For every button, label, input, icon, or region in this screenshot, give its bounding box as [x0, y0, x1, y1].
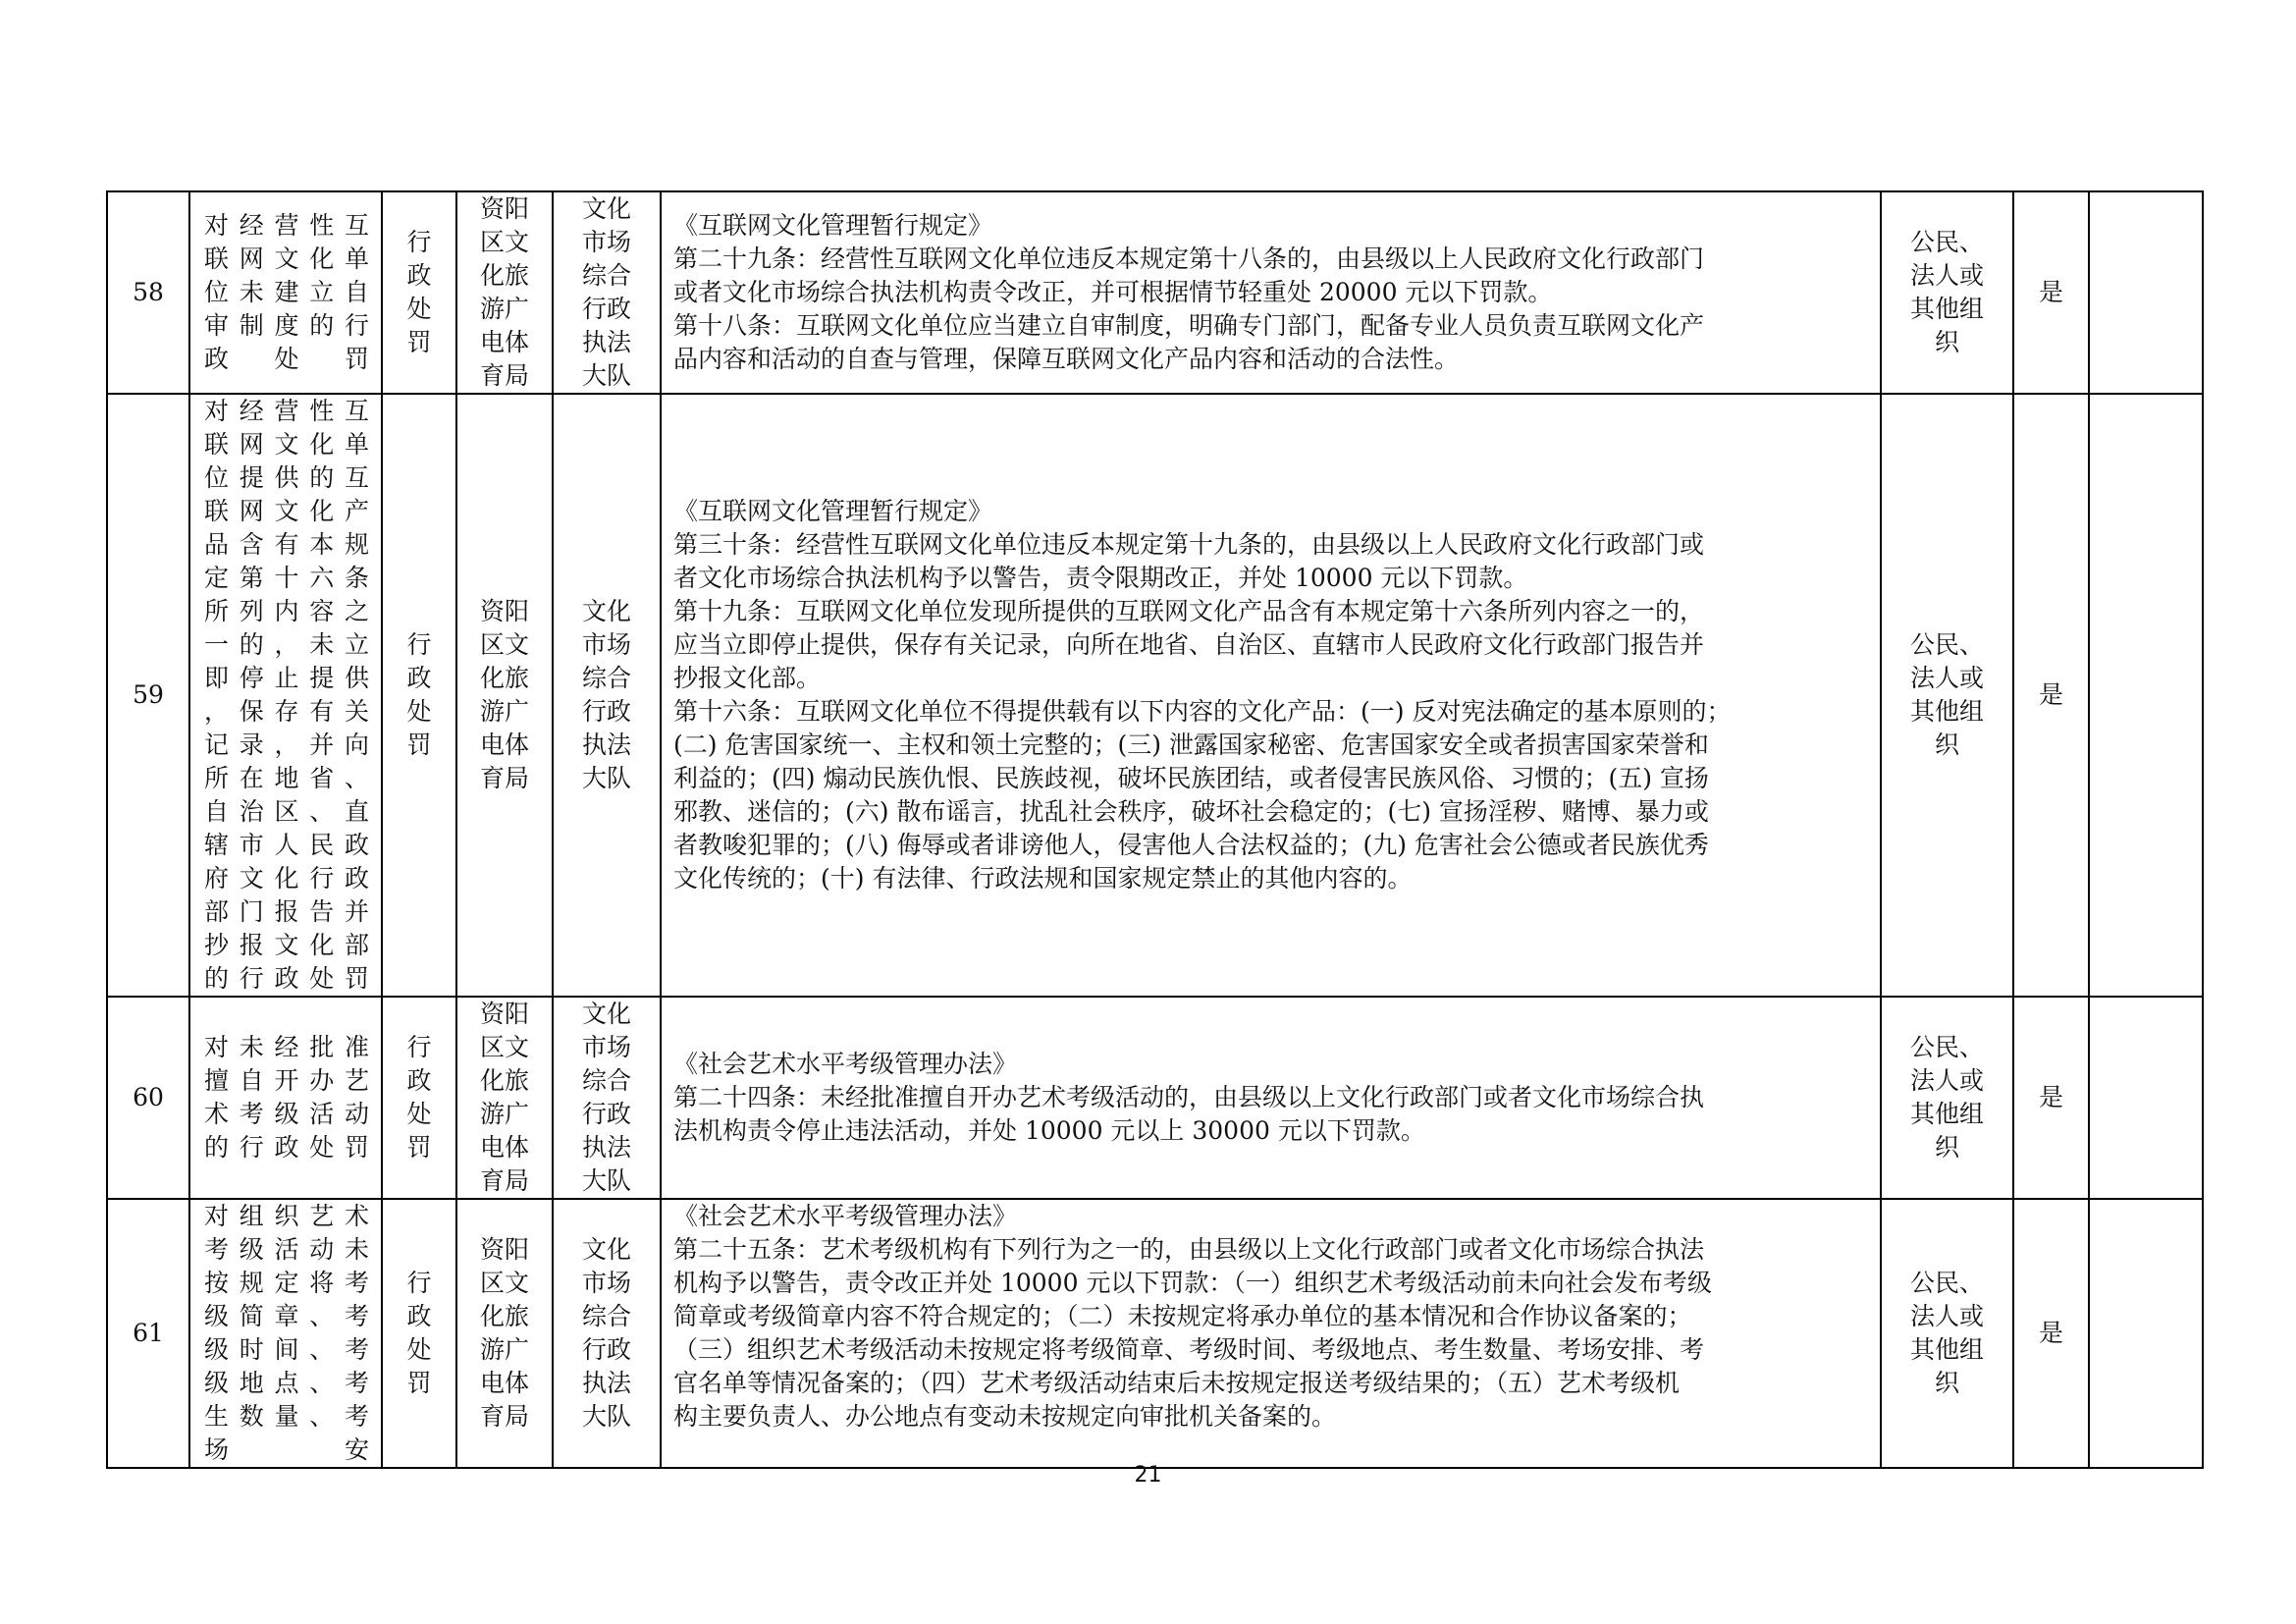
target-subject: 公民、 法人或 其他组 织	[1881, 191, 2013, 394]
violation-item: 对经营性互 联网文化单 位提供的互 联网文化产 品含有本规 定第十六条 所列内容之 一的，未立 即停止提供 ，保存有关 记录，并向 所在地省、 自治区、直 辖市人民政 府文化行政 部门报告并 抄报文化部 的行政处罚	[189, 394, 382, 997]
legal-basis-line: 者文化市场综合执法机构予以警告，责令限期改正，并处 10000 元以下罚款。	[673, 564, 1528, 592]
target-subject: 公民、 法人或 其他组 织	[1881, 997, 2013, 1199]
applicable-flag: 是	[2013, 997, 2089, 1199]
target-subject: 公民、 法人或 其他组 织	[1881, 394, 2013, 997]
enforcement-table	[106, 190, 2204, 1469]
legal-basis-line: 或者文化市场综合执法机构责令改正，并可根据情节轻重处 20000 元以下罚款。	[673, 278, 1553, 306]
row-number: 59	[107, 394, 189, 997]
legal-basis	[661, 191, 1881, 394]
penalty-type: 行 政 处 罚	[382, 1199, 456, 1468]
legal-basis-line: 邪教、迷信的；(六) 散布谣言，扰乱社会秩序，破坏社会稳定的；(七) 宣扬淫秽、赌博、暴力或	[673, 797, 1709, 826]
legal-basis-line: 简章或考级简章内容不符合规定的；（二）未按规定将承办单位的基本情况和合作协议备案的；	[673, 1302, 1692, 1330]
row-number: 58	[107, 191, 189, 394]
table-row	[107, 1199, 2203, 1468]
table-body	[107, 191, 2203, 1468]
legal-basis-line: 品内容和活动的自查与管理，保障互联网文化产品内容和活动的合法性。	[673, 345, 1460, 373]
legal-basis-line: 第二十九条：经营性互联网文化单位违反本规定第十八条的，由县级以上人民政府文化行政部门	[673, 244, 1705, 273]
legal-basis-line: 第二十五条：艺术考级机构有下列行为之一的，由县级以上文化行政部门或者文化市场综合执法	[673, 1235, 1705, 1264]
row-number: 61	[107, 1199, 189, 1468]
remarks	[2089, 394, 2203, 997]
remarks	[2089, 997, 2203, 1199]
legal-basis-line: 抄报文化部。	[673, 664, 822, 692]
violation-item: 对未经批准 擅自开办艺 术考级活动 的行政处罚	[189, 997, 382, 1199]
legal-basis-line: 文化传统的；(十) 有法律、行政法规和国家规定禁止的其他内容的。	[673, 864, 1413, 893]
legal-basis-line: 第二十四条：未经批准擅自开办艺术考级活动的，由县级以上文化行政部门或者文化市场综合执	[673, 1083, 1705, 1111]
department: 资阳 区文 化旅 游广 电体 育局	[456, 191, 553, 394]
penalty-type: 行 政 处 罚	[382, 394, 456, 997]
legal-basis	[661, 1199, 1881, 1468]
legal-basis-line: 利益的；(四) 煽动民族仇恨、民族歧视，破坏民族团结，或者侵害民族风俗、习惯的；(五) 宣扬	[673, 764, 1709, 792]
applicable-flag: 是	[2013, 394, 2089, 997]
department: 资阳 区文 化旅 游广 电体 育局	[456, 997, 553, 1199]
legal-basis-line: 构主要负责人、办公地点有变动未按规定向审批机关备案的。	[673, 1402, 1337, 1431]
remarks	[2089, 191, 2203, 394]
table-row	[107, 191, 2203, 394]
department: 资阳 区文 化旅 游广 电体 育局	[456, 394, 553, 997]
legal-basis-line: 第十九条：互联网文化单位发现所提供的互联网文化产品含有本规定第十六条所列内容之一的，	[673, 597, 1705, 625]
legal-basis-line: 应当立即停止提供，保存有关记录，向所在地省、自治区、直辖市人民政府文化行政部门报告并	[673, 630, 1705, 659]
department: 资阳 区文 化旅 游广 电体 育局	[456, 1199, 553, 1468]
legal-basis	[661, 394, 1881, 997]
table-row	[107, 394, 2203, 997]
legal-basis-line: 《社会艺术水平考级管理办法》	[673, 1050, 1018, 1078]
legal-basis-line: 官名单等情况备案的；（四）艺术考级活动结束后未按规定报送考级结果的；（五）艺术考级机	[673, 1369, 1681, 1397]
legal-basis	[661, 997, 1881, 1199]
penalty-type: 行 政 处 罚	[382, 997, 456, 1199]
legal-basis-line: 第十八条：互联网文化单位应当建立自审制度，明确专门部门，配备专业人员负责互联网文化产	[673, 311, 1705, 340]
enforcement-team: 文化 市场 综合 行政 执法 大队	[553, 394, 661, 997]
page-number: 21	[1134, 1463, 1162, 1488]
legal-basis-line: 第三十条：经营性互联网文化单位违反本规定第十九条的，由县级以上人民政府文化行政部门或	[673, 530, 1705, 559]
legal-basis-line: 法机构责令停止违法活动，并处 10000 元以上 30000 元以下罚款。	[673, 1116, 1425, 1145]
penalty-type: 行 政 处 罚	[382, 191, 456, 394]
target-subject: 公民、 法人或 其他组 织	[1881, 1199, 2013, 1468]
enforcement-team: 文化 市场 综合 行政 执法 大队	[553, 1199, 661, 1468]
row-number: 60	[107, 997, 189, 1199]
remarks	[2089, 1199, 2203, 1468]
legal-basis-line: 《互联网文化管理暂行规定》	[673, 497, 993, 525]
legal-basis-line: 机构予以警告，责令改正并处 10000 元以下罚款：（一）组织艺术考级活动前未向社会发布考级	[673, 1269, 1712, 1297]
legal-basis-line: 《互联网文化管理暂行规定》	[673, 211, 993, 240]
enforcement-team: 文化 市场 综合 行政 执法 大队	[553, 191, 661, 394]
violation-item: 对经营性互 联网文化单 位未建立自 审制度的行 政处罚	[189, 191, 382, 394]
applicable-flag: 是	[2013, 1199, 2089, 1468]
enforcement-team: 文化 市场 综合 行政 执法 大队	[553, 997, 661, 1199]
legal-basis-line: （三）组织艺术考级活动未按规定将考级简章、考级时间、考级地点、考生数量、考场安排、考	[673, 1335, 1705, 1364]
legal-basis-line: 第十六条：互联网文化单位不得提供载有以下内容的文化产品：(一) 反对宪法确定的基本原则的；	[673, 697, 1732, 726]
legal-basis-line: 《社会艺术水平考级管理办法》	[673, 1202, 1018, 1230]
legal-basis-line: (二) 危害国家统一、主权和领土完整的；(三) 泄露国家秘密、危害国家安全或者损害国家荣誉和	[673, 731, 1709, 759]
applicable-flag: 是	[2013, 191, 2089, 394]
legal-basis-line: 者教唆犯罪的；(八) 侮辱或者诽谤他人，侵害他人合法权益的；(九) 危害社会公德或者民族优秀	[673, 831, 1709, 859]
violation-item: 对组织艺术 考级活动未 按规定将考 级简章、考 级时间、考 级地点、考 生数量、考 场安	[189, 1199, 382, 1468]
table-row	[107, 997, 2203, 1199]
